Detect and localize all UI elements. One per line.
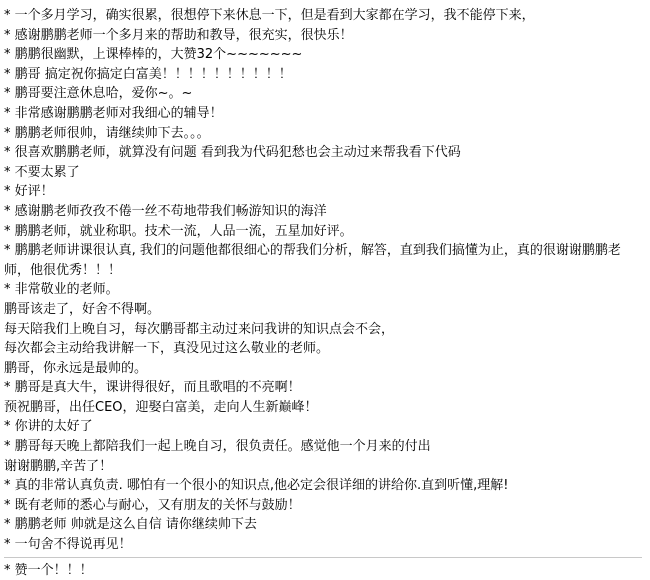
feedback-line: * 既有老师的悉心与耐心，又有朋友的关怀与鼓励！ <box>4 497 301 513</box>
feedback-line: * 很喜欢鹏鹏老师，就算没有问题 看到我为代码犯愁也会主动过来帮我看下代码 <box>4 145 461 161</box>
feedback-line: * 非常敬业的老师。 <box>4 282 119 298</box>
feedback-line: 鹏哥，你永远是最帅的。 <box>4 360 148 376</box>
feedback-line: 预祝鹏哥，出任CEO，迎娶白富美，走向人生新巅峰！ <box>4 399 318 415</box>
feedback-line: 每次都会主动给我讲解一下，真没见过这么敬业的老师。 <box>4 341 330 357</box>
feedback-line: 每天陪我们上晚自习，每次鹏哥都主动过来问我讲的知识点会不会， <box>4 321 395 337</box>
feedback-line: * 感谢鹏鹏老师一个多月来的帮助和教导，很充实，很快乐！ <box>4 27 353 43</box>
feedback-line: * 鹏哥是真大牛，课讲得很好，而且歌唱的不亮啊！ <box>4 380 301 396</box>
feedback-line: * 鹏哥要注意休息哈，爱你~。~ <box>4 86 193 102</box>
feedback-line: * 不要太累了 <box>4 164 80 180</box>
feedback-line: 鹏哥该走了，好舍不得啊。 <box>4 301 161 317</box>
feedback-line: * 好评！ <box>4 184 54 200</box>
feedback-line: * 鹏鹏老师讲课很认真, 我们的问题他都很细心的帮我们分析，解答，直到我们搞懂为止，真的很谢谢鹏鹏老师，他很优秀！！！ <box>4 243 621 278</box>
feedback-line: * 你讲的太好了 <box>4 419 93 435</box>
feedback-line: * 感谢鹏老师孜孜不倦一丝不苟地带我们畅游知识的海洋 <box>4 203 327 219</box>
feedback-line: 谢谢鹏鹏,辛苦了！ <box>4 458 113 474</box>
feedback-line: * 鹏鹏老师很帅，请继续帅下去。。。 <box>4 125 210 141</box>
feedback-line: * 鹏鹏老师 帅就是这么自信 请你继续帅下去 <box>4 517 257 533</box>
feedback-line: * 赞一个！！！ <box>4 562 93 578</box>
feedback-line: * 非常感谢鹏鹏老师对我细心的辅导！ <box>4 105 223 121</box>
feedback-line: * 鹏哥 搞定祝你搞定白富美！！！！！！！！！！ <box>4 66 292 82</box>
feedback-line: * 鹏鹏很幽默，上课棒棒的，大赞32个~~~~~~~ <box>4 47 303 63</box>
horizontal-divider <box>4 557 642 558</box>
feedback-line: * 鹏哥每天晚上都陪我们一起上晚自习，很负责任。感觉他一个月来的付出 <box>4 439 431 455</box>
feedback-line: * 鹏鹏老师，就业称职。技术一流，人品一流，五星加好评。 <box>4 223 353 239</box>
feedback-line: * 一句舍不得说再见！ <box>4 537 132 553</box>
feedback-line: * 一个多月学习，确实很累，很想停下来休息一下，但是看到大家都在学习，我不能停下来， <box>4 8 535 23</box>
feedback-line: * 真的非常认真负责. 哪怕有一个很小的知识点,他必定会很详细的讲给你.直到听懂,理解! <box>4 478 509 494</box>
